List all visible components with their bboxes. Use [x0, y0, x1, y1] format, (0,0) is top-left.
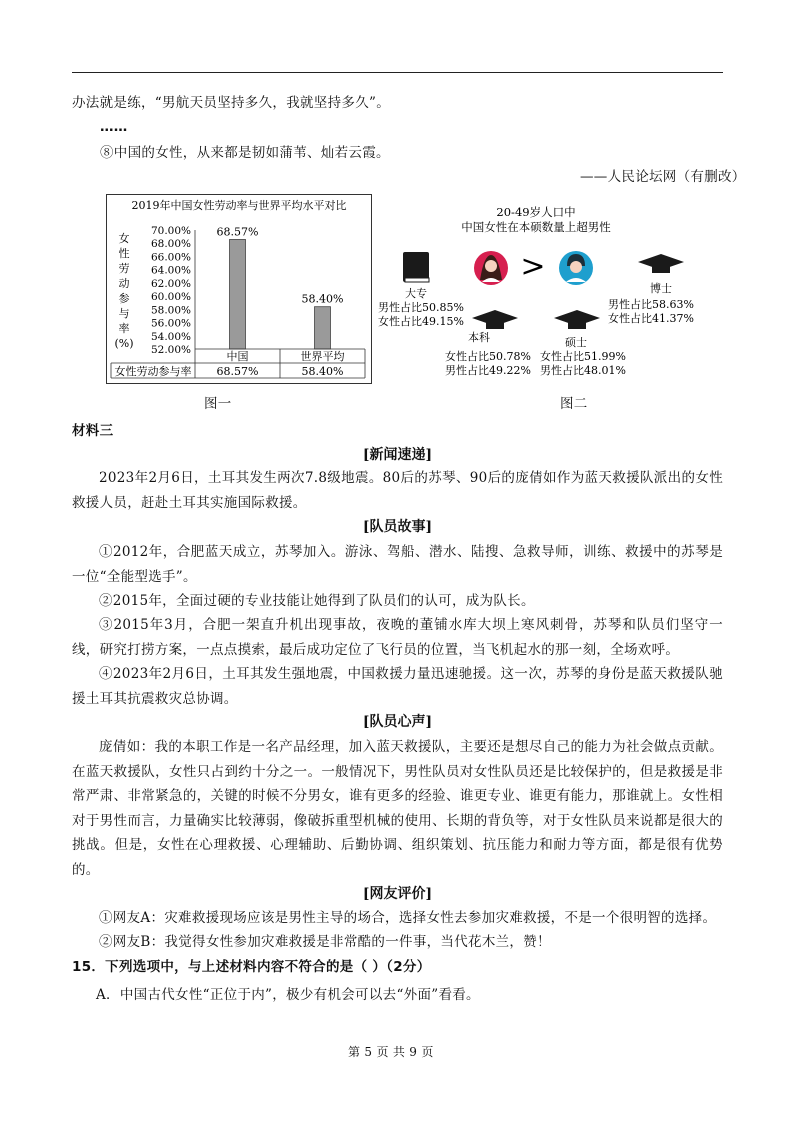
benke-female: 女性占比50.78%: [445, 350, 531, 363]
story-2: ②2015年，全面过硬的专业技能让她得到了队员们的认可，成为队长。: [99, 593, 535, 609]
category-label: 世界平均: [300, 350, 345, 363]
news-heading: [新闻速递]: [362, 447, 433, 463]
netizen-heading: [网友评价]: [362, 886, 433, 902]
boshi-male: 男性占比58.63%: [608, 298, 694, 311]
bar-value-label: 68.57%: [216, 225, 259, 239]
bar-1: [315, 307, 331, 349]
question-15: 15．下列选项中，与上述材料内容不符合的是（ ）（2分）: [72, 959, 431, 975]
bar-0: [230, 239, 246, 349]
y-label-char: 率: [118, 322, 130, 335]
y-label-char: 劳: [118, 262, 130, 275]
dazhuan-male: 男性占比50.85%: [378, 301, 464, 314]
voice-text: 庞倩如：我的本职工作是一名产品经理，加入蓝天救援队，主要还是想尽自己的能力为社会做点贡献。在蓝天救援队，女性只占到约十分之一。一般情况下，男性队员对女性队员还是比较保护的，但是救援是非常严肃、非常紧急的，关键的时候不分男女，谁有更多的经验、谁更专业、谁更有能力，那谁就上。女性相对于男性而言，力量确实比较薄弱，像破拆重型机械的使用、长期的背负等，对于女性队员来说都是很大的挑战。但是，女性在心理救援、心理辅助、后勤协调、组织策划、抗压能力和耐力等方面，都是很有优势的。: [72, 739, 723, 878]
intro-line: 办法就是练，“男航天员坚持多久，我就坚持多久”。: [72, 95, 391, 111]
ellipsis: ……: [100, 119, 128, 135]
y-tick-label: 56.00%: [150, 317, 191, 330]
graduation-cap-icon: [472, 310, 518, 329]
dazhuan-label: 大专: [405, 287, 427, 300]
fig2-title-line2: 中国女性在本硕数量上超男性: [461, 220, 611, 234]
y-tick-label: 62.00%: [150, 277, 191, 290]
y-tick-label: 68.00%: [150, 238, 191, 251]
netizen-1: ①网友A：灾难救援现场应该是男性主导的场合，选择女性去参加灾难救援，不是一个很明智的选择。: [99, 910, 717, 926]
voice-heading: [队员心声]: [362, 714, 433, 730]
figure2-caption: 图二: [560, 396, 588, 412]
table-cells: [217, 349, 345, 378]
book-icon: [403, 252, 429, 282]
table-row-label: 女性劳动参与率: [114, 365, 192, 378]
boshi-female: 女性占比41.37%: [608, 312, 694, 325]
y-tick-label: 58.00%: [150, 304, 191, 317]
y-tick-label: 60.00%: [150, 291, 191, 304]
dazhuan-female: 女性占比49.15%: [378, 315, 464, 328]
graduation-cap-icon: [638, 254, 684, 273]
table-value: 68.57%: [216, 365, 259, 378]
y-tick-label: 52.00%: [150, 344, 191, 356]
story-1: ①2012年，合肥蓝天成立，苏琴加入。游泳、驾船、潜水、陆搜、急救导师，训练、救援中的苏琴是一位“全能型选手”。: [72, 544, 723, 585]
material3-heading: 材料三: [72, 423, 114, 439]
benke-label: 本科: [468, 331, 490, 344]
shuoshi-male: 男性占比48.01%: [540, 364, 626, 377]
figure1-svg: [107, 195, 371, 383]
y-tick-label: 54.00%: [150, 330, 191, 343]
y-tick-label: 70.00%: [150, 225, 191, 237]
y-label-char: 女: [118, 232, 130, 245]
news-text: 2023年2月6日，土耳其发生两次7.8级地震。80后的苏琴、90后的庞倩如作为蓝天救援队派出的女性救援人员，赶赴土耳其实施国际救援。: [72, 470, 723, 511]
story-3: ③2015年3月，合肥一架直升机出现事故，夜晚的董铺水库大坝上寒风刺骨，苏琴和队员们坚守一线，研究打捞方案，一点点摸索，最后成功定位了飞行员的位置，当飞机起水的那一刻，全场欢呼。: [72, 617, 723, 658]
header-rule: [72, 72, 723, 73]
figure1-caption: 图一: [204, 396, 232, 412]
option-a: A．中国古代女性“正位于内”，极少有机会可以去“外面”看看。: [96, 987, 480, 1003]
graduation-cap-icon: [554, 310, 600, 329]
y-label-char: (%): [114, 337, 134, 350]
shuoshi-female: 女性占比51.99%: [540, 350, 626, 363]
figure2-svg: [376, 200, 696, 386]
male-avatar-icon: [559, 251, 593, 285]
shuoshi-label: 硕士: [565, 336, 587, 349]
benke-male: 男性占比49.22%: [445, 364, 531, 377]
y-axis-label: [114, 231, 133, 350]
netizen-2: ②网友B：我觉得女性参加灾难救援是非常酷的一件事，当代花木兰，赞！: [99, 934, 551, 950]
boshi-label: 博士: [650, 282, 672, 295]
figure2-infographic: [376, 200, 696, 386]
chart-title: 2019年中国女性劳动率与世界平均水平对比: [131, 199, 347, 212]
female-avatar-icon: [474, 251, 508, 285]
source-attribution: ——人民论坛网（有删改）: [580, 169, 746, 185]
bar-value-label: 58.40%: [301, 292, 344, 306]
greater-than-symbol: >: [520, 249, 546, 284]
item-8: ⑧中国的女性，从来都是韧如蒲苇、灿若云霞。: [100, 145, 390, 161]
y-tick-label: 66.00%: [150, 251, 191, 264]
page-footer: 第 5 页 共 9 页: [348, 1045, 434, 1059]
y-label-char: 与: [118, 307, 130, 320]
table-value: 58.40%: [301, 365, 344, 378]
figure1-chart: [106, 194, 372, 384]
y-tick-label: 64.00%: [150, 264, 191, 277]
story-heading: [队员故事]: [362, 519, 433, 535]
bars: [217, 225, 344, 349]
y-label-char: 参: [118, 292, 130, 305]
y-label-char: 动: [118, 277, 130, 290]
y-label-char: 性: [118, 247, 130, 260]
story-4: ④2023年2月6日，土耳其发生强地震，中国救援力量迅速驰援。这一次，苏琴的身份是蓝天救援队驰援土耳其抗震救灾总协调。: [72, 666, 723, 707]
fig2-title-line1: 20-49岁人口中: [496, 205, 576, 219]
y-axis-ticks: [151, 225, 195, 356]
category-label: 中国: [226, 350, 249, 363]
